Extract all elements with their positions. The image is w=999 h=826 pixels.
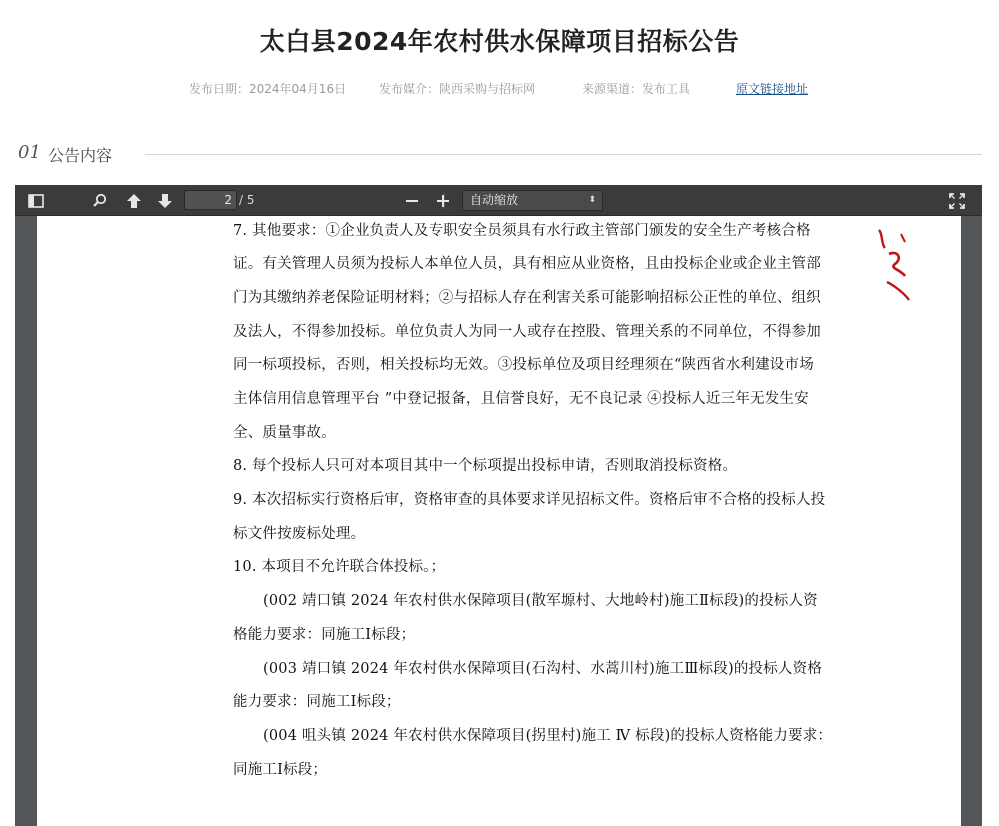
pdf-text-line: 证。有关管理人员须为投标人本单位人员，具有相应从业资格，且由投标企业或企业主管部 [233,256,821,272]
publish-media: 发布媒介：陕西采购与招标网 [379,82,536,96]
pdf-text-line: 主体信用信息管理平台 ”中登记报备，且信誉良好，无不良记录 ④投标人近三年无发生安 [233,391,809,407]
zoom-in-icon[interactable] [432,190,454,212]
pdf-page [37,216,961,826]
original-link[interactable]: 原文链接地址 [736,82,809,96]
pdf-text-line: 格能力要求：同施工Ⅰ标段； [233,627,416,643]
page-number-input[interactable] [184,190,237,210]
pdf-text-line: 7. 其他要求：①企业负责人及专职安全员须具有水行政主管部门颁发的安全生产考核合格 [233,223,811,239]
source-channel: 来源渠道：发布工具 [582,82,691,96]
pdf-text-line: 能力要求：同施工Ⅰ标段； [233,694,401,710]
article-meta [0,80,999,98]
previous-page-icon[interactable] [123,190,145,212]
zoom-out-icon[interactable] [401,190,423,212]
page-count: / 5 [239,193,255,207]
pdf-text-line: 9. 本次招标实行资格后审，资格审查的具体要求详见招标文件。资格后审不合格的投标人投 [233,492,826,508]
next-page-icon[interactable] [154,190,176,212]
section-label: 公告内容 [48,146,113,165]
pdf-text-line: (003 靖口镇 2024 年农村供水保障项目(石沟村、水蒿川村)施工Ⅲ标段)的投标人资格 [263,661,823,677]
pdf-text-line: 门为其缴纳养老保险证明材料；②与招标人存在利害关系可能影响招标公正性的单位、组织 [233,290,821,306]
fullscreen-icon[interactable] [946,190,968,212]
viewer-scroll-area[interactable] [962,216,982,826]
chevron-updown-icon: ⬍ [588,195,596,205]
zoom-value: 自动缩放 [470,193,519,207]
publish-date: 发布日期：2024年04月16日 [189,82,347,96]
page-title: 太白县2024年农村供水保障项目招标公告 [259,27,740,56]
pdf-text-line: 全、质量事故。 [233,425,336,441]
pdf-text-line: 10. 本项目不允许联合体投标。； [233,559,446,575]
pdf-text-line: 及法人，不得参加投标。单位负责人为同一人或存在控股、管理关系的不同单位，不得参加 [233,324,821,340]
pdf-text-line: 标文件按废标处理。 [233,526,366,542]
search-icon[interactable] [89,190,111,212]
pdf-viewer [15,185,982,826]
zoom-select[interactable] [462,190,603,211]
section-divider [145,154,982,155]
section-header [18,142,982,166]
sidebar-toggle-icon[interactable] [25,190,47,212]
pdf-text-line: 同施工Ⅰ标段； [233,762,328,778]
section-number: 01 [18,142,41,163]
pdf-text-line: (004 咀头镇 2024 年农村供水保障项目(拐里村)施工 Ⅳ 标段)的投标人资格能力要求： [263,728,833,744]
red-stamp-fragment [875,224,915,304]
pdf-toolbar [15,185,982,216]
pdf-text-line: 同一标项投标，否则，相关投标均无效。③投标单位及项目经理须在“陕西省水利建设市场 [233,357,814,373]
pdf-text-line: (002 靖口镇 2024 年农村供水保障项目(散军塬村、大地岭村)施工Ⅱ标段)的投标人资 [263,593,818,609]
pdf-text-line: 8. 每个投标人只可对本项目其中一个标项提出投标申请，否则取消投标资格。 [233,458,738,474]
